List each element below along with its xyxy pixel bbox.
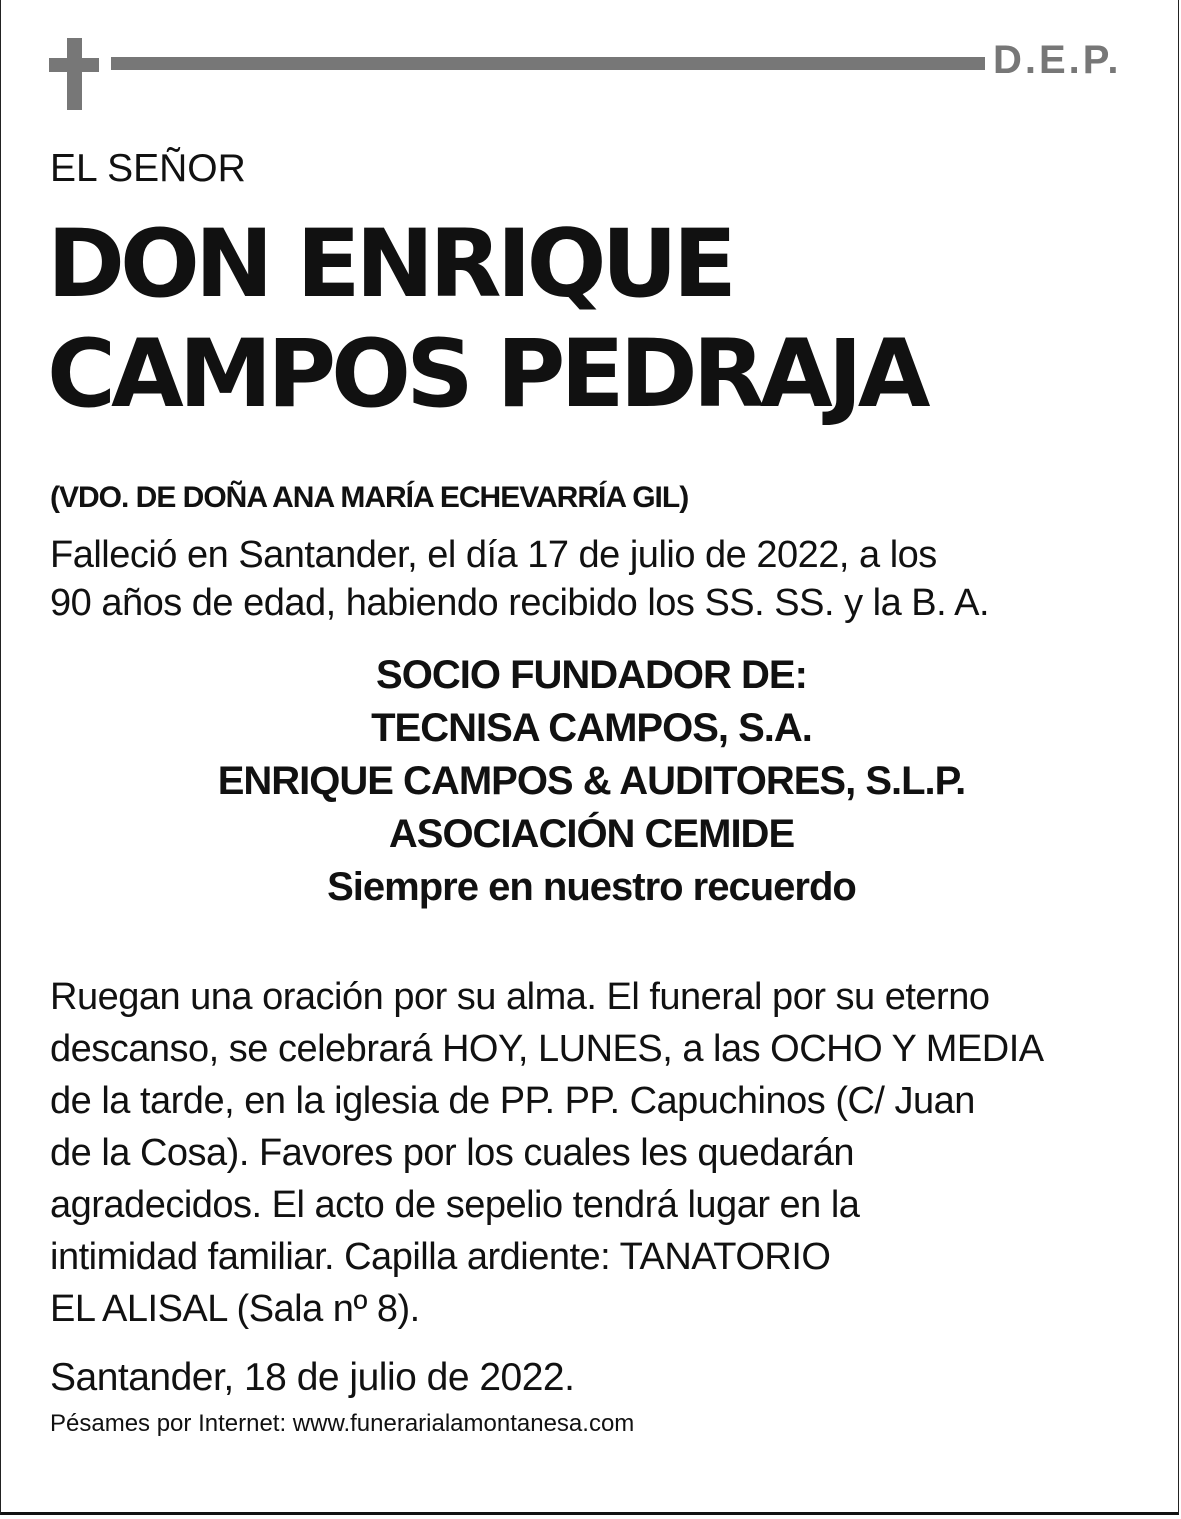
name-line-1: DON ENRIQUE bbox=[47, 210, 733, 319]
condolences-website: Pésames por Internet: www.funerarialamontanesa.com bbox=[50, 1410, 635, 1437]
founder-association: ASOCIACIÓN CEMIDE bbox=[388, 812, 795, 856]
name-line-2: CAMPOS PEDRAJA bbox=[47, 320, 926, 429]
founder-company-1: TECNISA CAMPOS, S.A. bbox=[371, 706, 812, 750]
founder-heading: SOCIO FUNDADOR DE: bbox=[376, 653, 807, 697]
founder-block bbox=[1, 649, 1181, 914]
deceased-name bbox=[47, 210, 926, 430]
funeral-line: agradecidos. El acto de sepelio tendrá lugar en la bbox=[50, 1184, 860, 1226]
honorific: EL SEÑOR bbox=[50, 147, 246, 190]
funeral-line: descanso, se celebrará HOY, LUNES, a las OCHO Y MEDIA bbox=[50, 1028, 1044, 1070]
founder-company-2: ENRIQUE CAMPOS & AUDITORES, S.L.P. bbox=[217, 759, 966, 803]
dep-label: D.E.P. bbox=[993, 38, 1122, 82]
funeral-line: de la Cosa). Favores por los cuales les quedarán bbox=[50, 1132, 855, 1174]
remembrance-line: Siempre en nuestro recuerdo bbox=[327, 865, 856, 909]
death-announcement bbox=[50, 531, 1150, 627]
funeral-line: de la tarde, en la iglesia de PP. PP. Capuchinos (C/ Juan bbox=[50, 1080, 975, 1122]
funeral-line: EL ALISAL (Sala nº 8). bbox=[50, 1288, 420, 1330]
place-date: Santander, 18 de julio de 2022. bbox=[50, 1356, 575, 1399]
header-rule bbox=[111, 57, 985, 70]
death-line-1: Falleció en Santander, el día 17 de julio de 2022, a los bbox=[50, 534, 937, 576]
widower-note: (VDO. DE DOÑA ANA MARÍA ECHEVARRÍA GIL) bbox=[50, 481, 689, 514]
funeral-details bbox=[50, 971, 1150, 1335]
cross-icon bbox=[49, 38, 99, 110]
death-line-2: 90 años de edad, habiendo recibido los SS. SS. y la B. A. bbox=[50, 582, 990, 624]
funeral-line: Ruegan una oración por su alma. El funeral por su eterno bbox=[50, 976, 990, 1018]
funeral-line: intimidad familiar. Capilla ardiente: TANATORIO bbox=[50, 1236, 831, 1278]
